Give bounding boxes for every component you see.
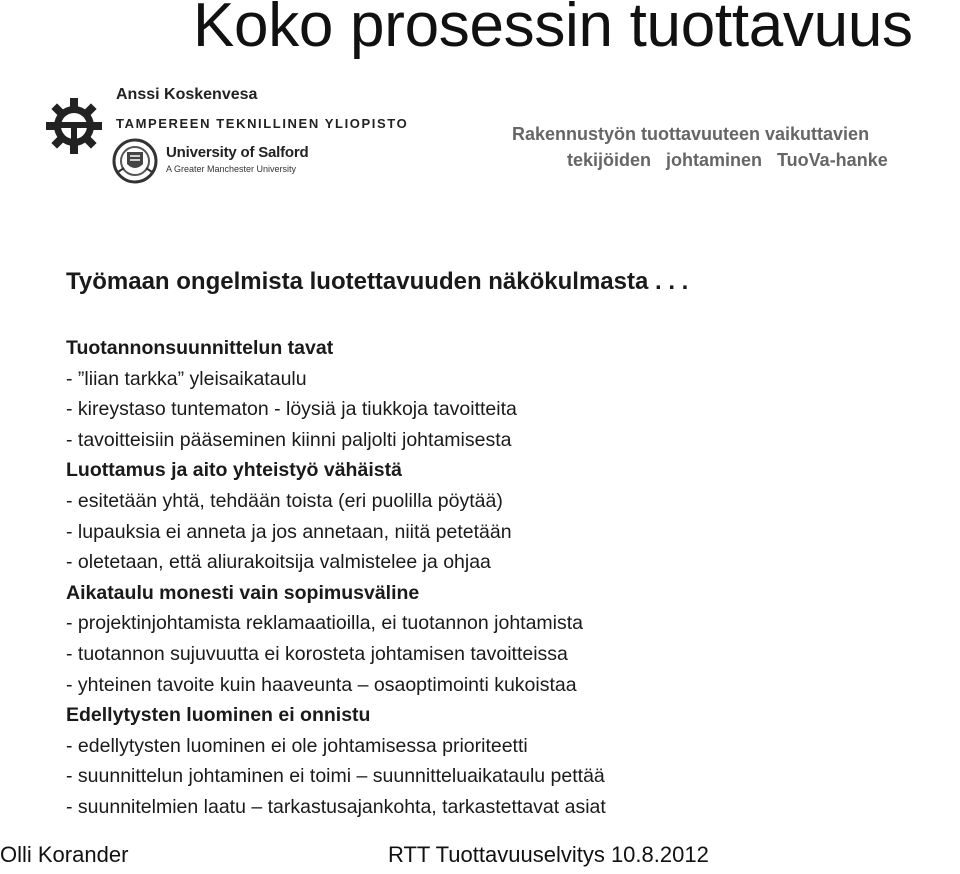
footer-author: Olli Korander — [0, 842, 129, 867]
project-title-line-1: Rakennustyön tuottavuuteen vaikuttavien — [512, 124, 870, 144]
university-subtitle-salford: A Greater Manchester University — [166, 164, 297, 174]
content-line: - kireystaso tuntematon - löysiä ja tiukkoja tavoitteita — [66, 398, 517, 421]
gear-icon — [44, 96, 104, 156]
university-name-tut: TAMPEREEN TEKNILLINEN YLIOPISTO — [116, 116, 409, 131]
content-line: Edellytysten luominen ei onnistu — [66, 704, 371, 727]
content-line: - lupauksia ei anneta ja jos annetaan, niitä petetään — [66, 520, 512, 543]
content-line: - yhteinen tavoite kuin haaveunta – osaoptimointi kukoistaa — [66, 673, 577, 696]
project-title-line-2: tekijöiden johtaminen TuoVa-hanke — [567, 150, 888, 170]
content-line: - projektinjohtamista reklamaatioilla, ei tuotannon johtamista — [66, 612, 584, 635]
content-line: - suunnittelun johtaminen ei toimi – suunnitteluaikataulu pettää — [66, 765, 605, 788]
content-list — [66, 333, 946, 823]
content-line: Tuotannonsuunnittelun tavat — [66, 337, 334, 359]
content-line: - edellytysten luominen ei ole johtamisessa prioriteetti — [66, 734, 528, 757]
logo-block — [44, 84, 444, 194]
slide-title: Koko prosessin tuottavuus — [193, 0, 913, 60]
content-line: Luottamus ja aito yhteistyö vähäistä — [66, 459, 402, 482]
content-line: - ”liian tarkka” yleisaikataulu — [66, 367, 307, 390]
content-heading: Työmaan ongelmista luotettavuuden näkökulmasta . . . — [66, 268, 689, 295]
content-line: Aikataulu monesti vain sopimusväline — [66, 581, 420, 604]
author-name: Anssi Koskenvesa — [116, 86, 258, 103]
crest-icon — [110, 138, 160, 184]
content-line: - tavoitteisiin pääseminen kiinni paljolti johtamisesta — [66, 428, 512, 451]
content-line: - esitetään yhtä, tehdään toista (eri puolilla pöytää) — [66, 489, 503, 512]
content-line: - tuotannon sujuvuutta ei korosteta johtamisen tavoitteissa — [66, 642, 568, 665]
content-line: - suunnitelmien laatu – tarkastusajankohta, tarkastettavat asiat — [66, 795, 606, 818]
footer-source: RTT Tuottavuuselvitys 10.8.2012 — [388, 842, 709, 867]
university-name-salford: University of Salford — [166, 144, 309, 161]
content-line: - oletetaan, että aliurakoitsija valmistelee ja ohjaa — [66, 551, 491, 574]
